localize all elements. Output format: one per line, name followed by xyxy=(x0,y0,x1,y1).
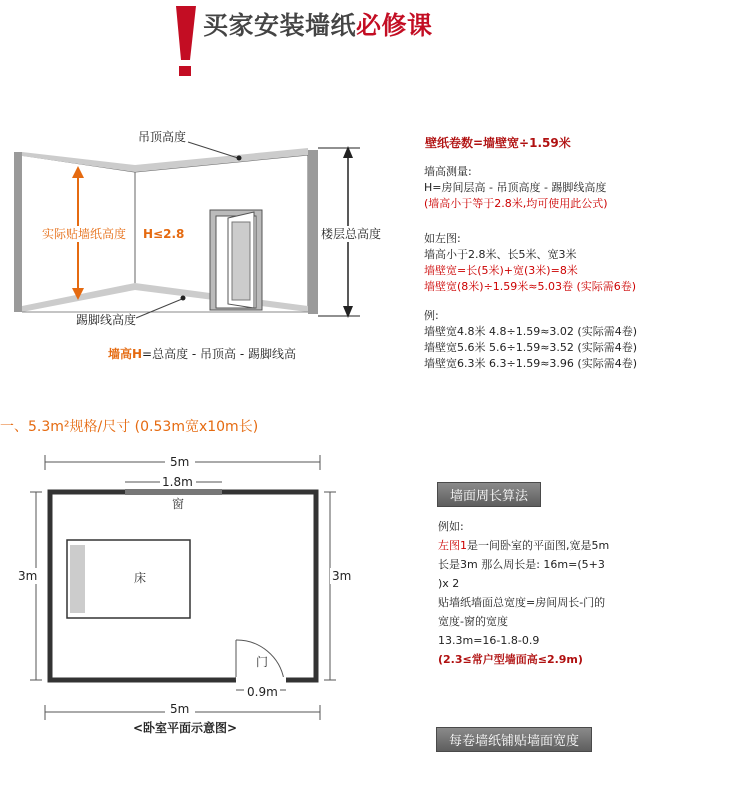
title-part-2: 必修课 xyxy=(356,11,433,40)
skirting-label: 踢脚线高度 xyxy=(76,313,137,327)
floor-plan xyxy=(0,440,380,750)
example-line-3: 墙壁宽(8米)÷1.59米≈5.03卷 (实际需6卷) xyxy=(424,280,637,293)
perimeter-banner: 墙面周长算法 xyxy=(437,482,541,507)
measure-line: H=房间层高 - 吊顶高度 - 踢脚线高度 xyxy=(424,181,607,194)
measure-note: (墙高小于等于2.8米,均可使用此公式) xyxy=(424,197,608,210)
right-dim: 3m xyxy=(332,569,352,583)
perimeter-line-2: 长是3m 那么周长是: 16m=(5+3 xyxy=(438,558,605,571)
left-dim: 3m xyxy=(18,569,38,583)
window-label: 窗 xyxy=(172,497,185,511)
list-item: 墙壁宽4.8米 4.8÷1.59≈3.02 (实际需4卷) xyxy=(424,325,637,338)
perimeter-line-1-red: 左图1 xyxy=(438,539,467,552)
perimeter-block xyxy=(438,517,609,669)
rolls-formula: 壁纸卷数=墙壁宽÷1.59米 xyxy=(425,136,571,150)
ceiling-label: 吊顶高度 xyxy=(138,130,187,144)
measure-title: 墙高测量: xyxy=(424,165,472,178)
h-label: H≤2.8 xyxy=(143,227,185,241)
window-dim: 1.8m xyxy=(162,475,193,489)
pillow xyxy=(70,545,85,613)
bed-label: 床 xyxy=(134,571,147,585)
example-line-2: 墙壁宽=长(5米)+宽(3米)=8米 xyxy=(424,264,578,277)
formula-prefix: 墙高H xyxy=(108,347,143,361)
measure-block xyxy=(424,164,608,212)
perimeter-title: 例如: xyxy=(438,520,464,533)
page-title xyxy=(203,6,433,42)
perimeter-line-1 xyxy=(438,536,609,555)
section-title: 一、5.3m²规格/尺寸 (0.53m宽x10m长) xyxy=(0,419,259,435)
bed xyxy=(67,540,190,618)
perimeter-line-5: 宽度-窗的宽度 xyxy=(438,615,508,628)
bottom-dim: 5m xyxy=(170,702,190,716)
perimeter-line-1-rest: 是一间卧室的平面图,宽是5m xyxy=(467,539,610,552)
perimeter-line-4: 贴墙纸墙面总宽度=房间周长-门的 xyxy=(438,596,606,609)
perimeter-line-3: )x 2 xyxy=(438,577,460,590)
perimeter-line-6: 13.3m=16-1.8-0.9 xyxy=(438,634,540,647)
example-block xyxy=(424,231,636,295)
wall-formula xyxy=(108,346,296,361)
list-item: 墙壁宽6.3米 6.3÷1.59≈3.96 (实际需4卷) xyxy=(424,357,637,370)
list-block xyxy=(424,308,637,372)
list-title: 例: xyxy=(424,309,439,322)
floor-height-label: 楼层总高度 xyxy=(321,227,382,241)
door-label: 门 xyxy=(256,655,269,669)
formula-rest: =总高度 - 吊顶高 - 踢脚线高 xyxy=(142,347,297,361)
example-title: 如左图: xyxy=(424,232,461,245)
list-item: 墙壁宽5.6米 5.6÷1.59≈3.52 (实际需4卷) xyxy=(424,341,637,354)
title-part-1: 买家安装墙纸 xyxy=(203,11,357,40)
exclamation-icon xyxy=(168,2,202,82)
room-diagram xyxy=(0,120,400,370)
example-line-1: 墙高小于2.8米、长5米、宽3米 xyxy=(424,248,577,261)
bottom-banner: 每卷墙纸铺贴墙面宽度 xyxy=(436,727,592,752)
door-dim: 0.9m xyxy=(247,685,278,699)
floor-plan-caption: <卧室平面示意图> xyxy=(133,721,238,735)
wall-height-label: 实际贴墙纸高度 xyxy=(42,227,127,241)
top-dim: 5m xyxy=(170,455,190,469)
perimeter-line-7: (2.3≤常户型墙面高≤2.9m) xyxy=(438,653,583,666)
